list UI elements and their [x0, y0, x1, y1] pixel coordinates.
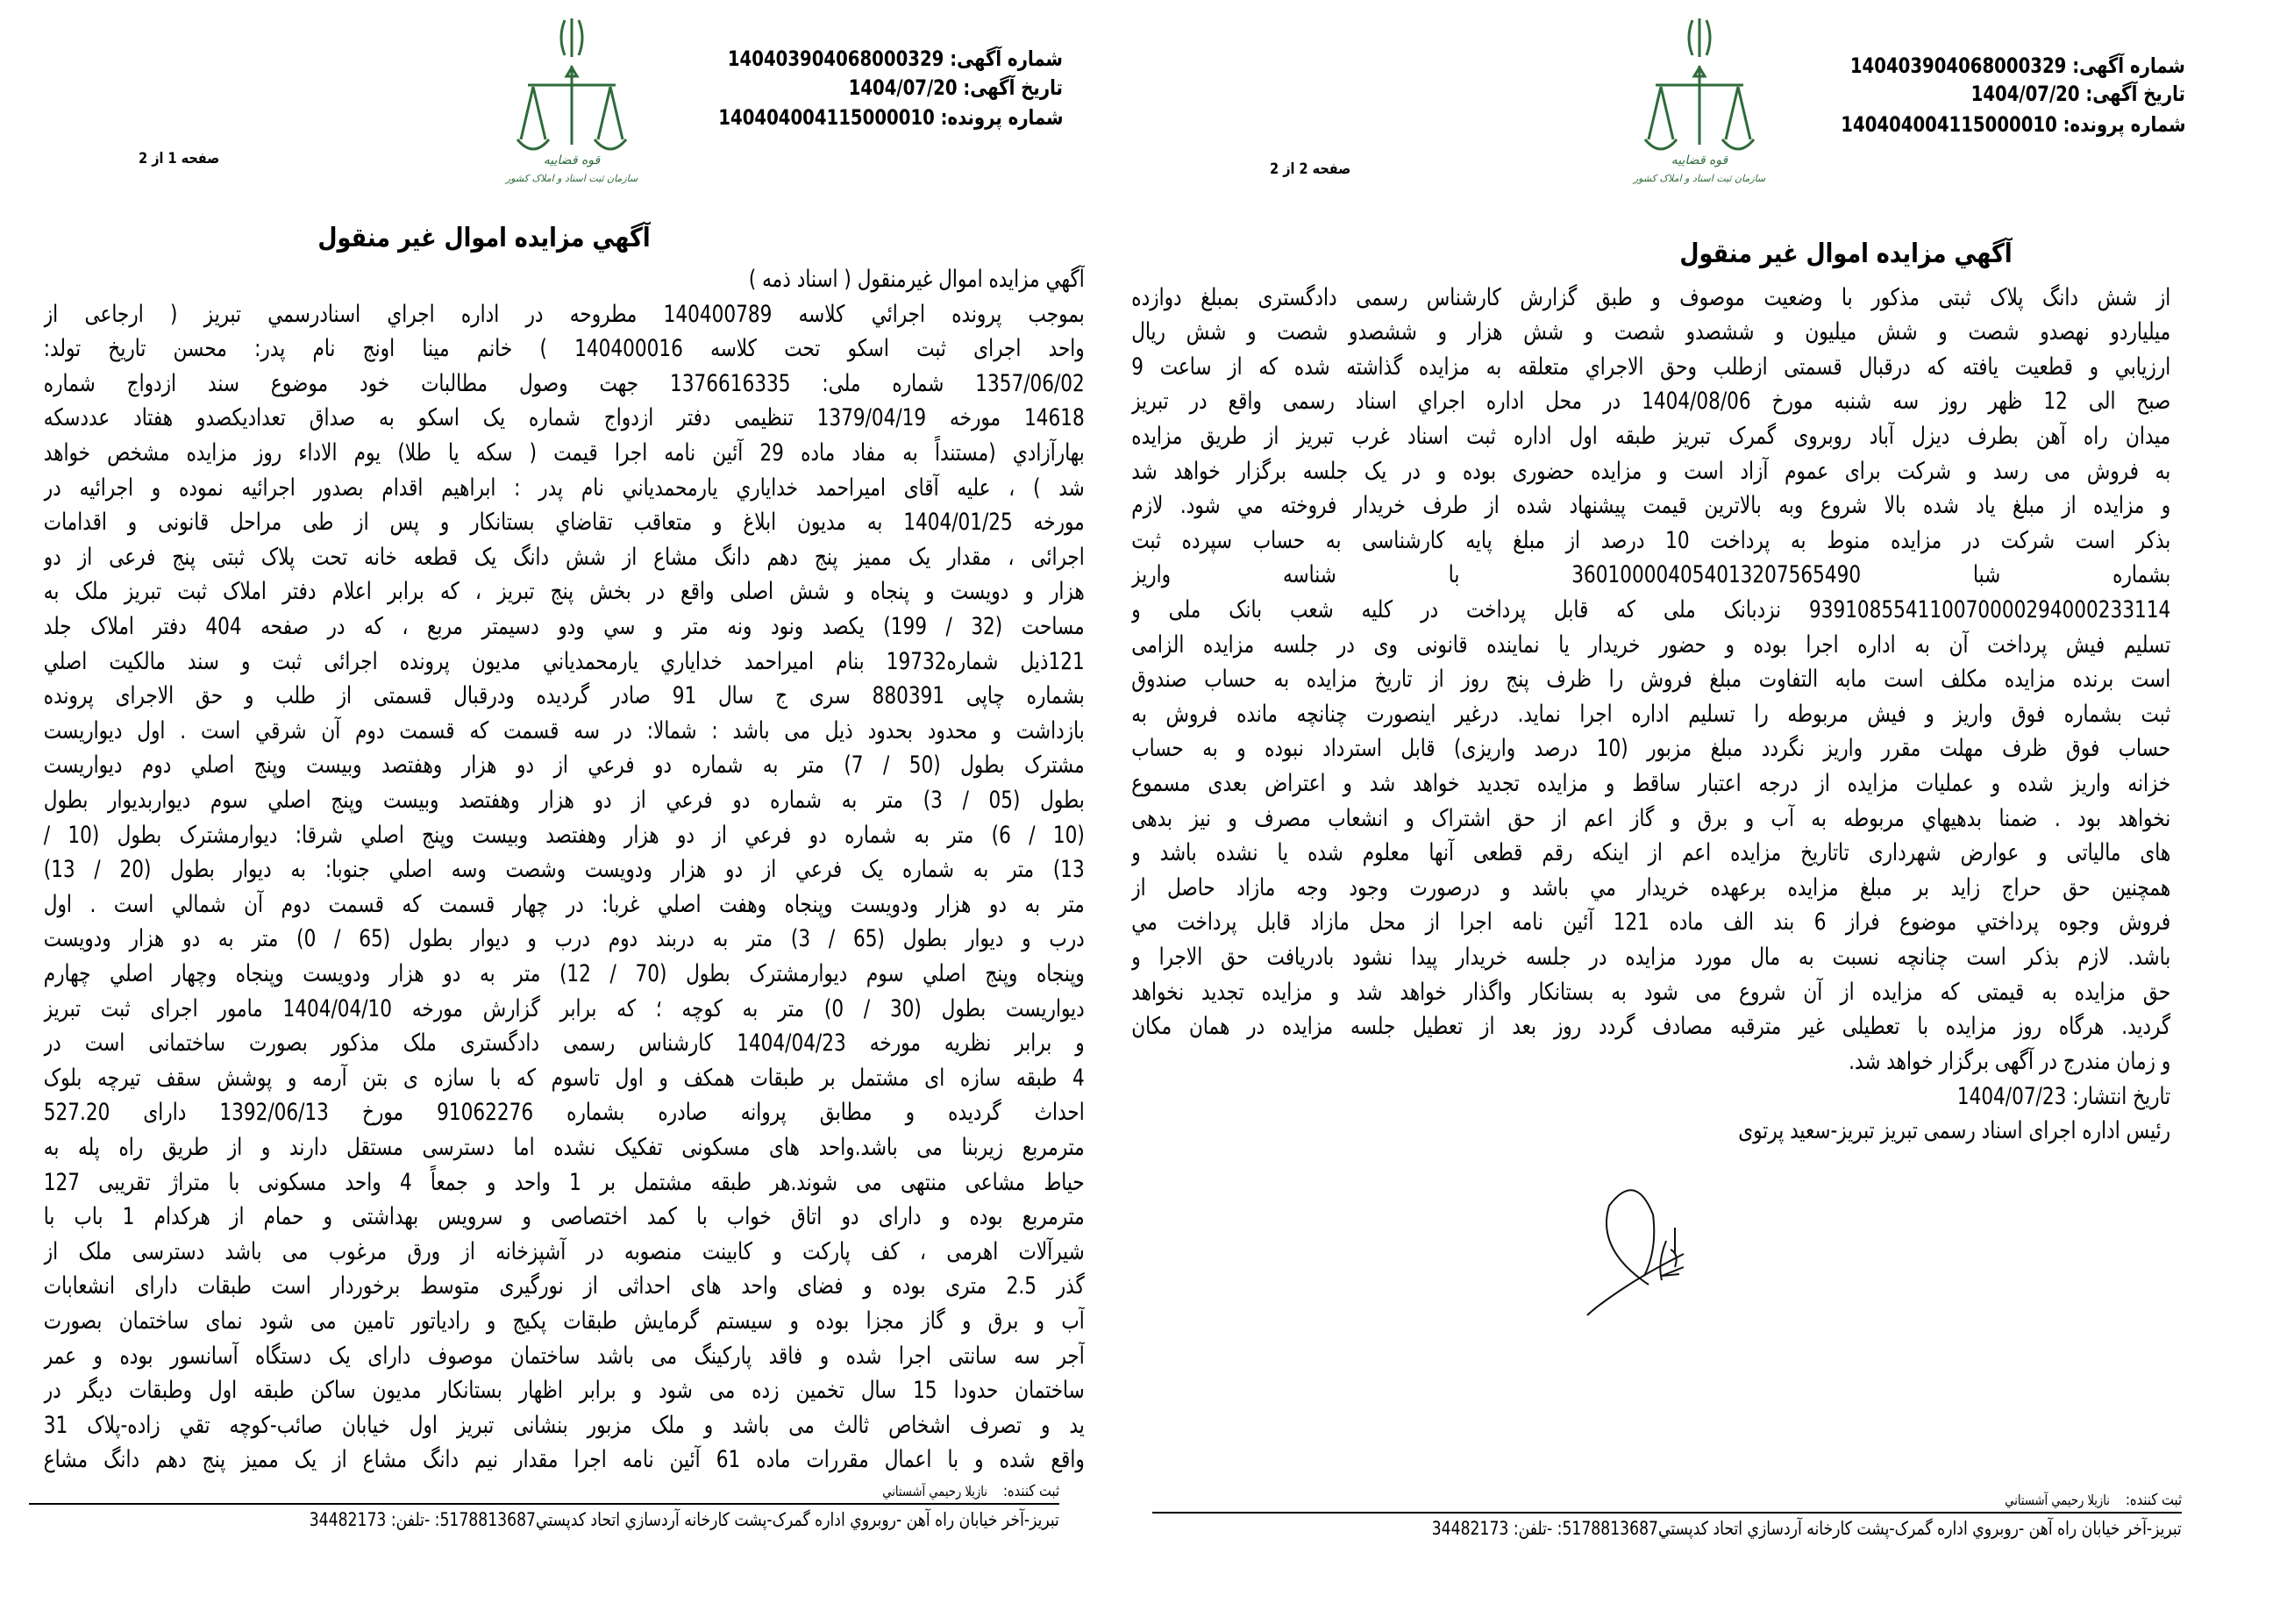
- case-number-label: شماره پرونده:: [2063, 112, 2185, 137]
- registrar: [2005, 1491, 2182, 1510]
- notice-number-value: 140403904068000329: [1849, 53, 2067, 78]
- logo-text-registry: سازمان ثبت اسناد و املاک کشور: [1633, 173, 1766, 184]
- text-line: حساب فوق ظرف مهلت مقرر واریز نگردد مبلغ مزبور (10 درصد واریزی) قابل استرداد نبوده و به حساب: [1131, 735, 2170, 763]
- text-line: مترمربع بوده و دارای دو اتاق خواب با کمد اختصاصی و سرویس بهداشتی و حمام از هرکدام 1 باب با: [44, 1203, 1085, 1231]
- text-line: احداث گردیده و مطابق پروانه صادره بشماره 91062276 مورخ 1392/06/13 دارای 527.20: [44, 1099, 1085, 1127]
- notice-date-label: تاریخ آگهی:: [2085, 82, 2185, 106]
- text-line: ثبت بشماره فوق واریز و فیش مربوطه را تسلیم اداره اجرا نماید. درغیر اینصورت چنانچه مانده فروش به: [1131, 700, 2170, 728]
- notice-number: [1850, 53, 2185, 79]
- text-line: میلیاردو نهصدو شصت و شش میلیون و ششصدو شصت و شش هزار و ششصدو شصت و شش ریال: [1131, 318, 2170, 346]
- text-line: های مالیاتی و عوارض شهرداری تاتاریخ مزایده اعم از اینکه رقم قطعی آنها معلوم شده یا نشده باشد و: [1131, 839, 2170, 867]
- page-title: آگهي مزايده اموال غير منقول: [1679, 239, 2013, 269]
- page-title: آگهي مزايده اموال غير منقول: [317, 223, 651, 253]
- text-line: درب و دیوار بطول (65 / 3) متر به دربند دوم درب و دیوار بطول (65 / 0) متر به دو هزار ودویست: [44, 925, 1085, 953]
- registrar: [882, 1482, 1059, 1501]
- text-line: 4 طبقه سازه ای مشتمل بر طبقات همکف و اول تاسوم که با سازه ی بتن آرمه و پوشش سقف تیرچه بلوک: [44, 1064, 1085, 1092]
- text-line: ید و تصرف اشخاص ثالث می باشد و ملک مزبور بنشانی تبریز اول خیابان صائب-کوچه تقي زاده-پلاک 31: [44, 1411, 1085, 1439]
- text-line: بشماره شبا 360100004054013207565490 با شناسه واریز: [1131, 561, 2170, 589]
- text-line: وپنجاه وپنج اصلي سوم دیوارمشترک بطول (70 / 12) متر به دو هزار ودویست وپنجاه وچهار اصلي چهارم: [44, 959, 1085, 987]
- notice-date-value: 1404/07/20: [848, 75, 958, 100]
- footer-address: تبریز-آخر خیابان راه آهن -روبروي اداره گمرک-پشت کارخانه آردسازي اتحاد کدپستي5178813687: -تلفن: 34482173: [1431, 1518, 2182, 1539]
- text-line: واقع شده و با اعمال مقررات ماده 61 آئین نامه اجرا مقدار نیم دانگ مشاع از یک ممیز پنج دهم دانگ مشاع: [44, 1446, 1085, 1474]
- notice-date: [1971, 81, 2185, 107]
- text-line: مساحت (32 / 199) یکصد ونود ونه متر و سي ودو دسیمتر مربع ، که در صفحه 404 دفتر املاک جلد: [44, 612, 1085, 640]
- text-line: حق مزایده به قیمتی که مزایده از آن شروع می شود به بستانکار واگذار خواهد شد و مزایده تجدید نخواهد: [1131, 978, 2170, 1006]
- text-line: به فروش می رسد و شرکت برای عموم آزاد است و مزایده حضوری بوده و در یک جلسه برگزار خواهد شد: [1131, 457, 2170, 485]
- notice-subtitle: آگهي مزايده اموال غيرمنقول ( اسناد ذمه ): [749, 265, 1085, 293]
- text-line: 13) متر به شماره یک فرعي از دو هزار ودویست وشصت وسه اصلي جنوبا: به دیوار بطول (20 / 13): [44, 856, 1085, 884]
- footer-divider: [29, 1503, 1059, 1505]
- text-line: شیرآلات اهرمی ، کف پارکت و کابینت منصوبه در آشپزخانه از ورق مرغوب می باشد دسترسی ملک از: [44, 1237, 1085, 1265]
- text-line: ساختمان حدودا 15 سال تخمین زده می شود و برابر اظهار بستانکار مدیون ساکن طبقه اول وطبقات دیگر در: [44, 1377, 1085, 1405]
- text-line: بازداشت و محدود بحدود ذیل می باشد : شمالا: در سه قسمت که قسمت دوم آن شرقي است . اول دیواریست: [44, 716, 1085, 744]
- case-number-value: 140404004115000010: [1840, 112, 2057, 137]
- registrar-label: ثبت کننده:: [2125, 1491, 2182, 1509]
- notice-date-value: 1404/07/20: [1970, 82, 2080, 106]
- text-line: 121ذیل شماره19732 بنام امیراحمد خدایاري یارمحمدياني مدیون پرونده اجرائی ثبت و سند مالکیت اصلي: [44, 647, 1085, 675]
- case-number: [718, 104, 1063, 131]
- judiciary-logo: [502, 13, 642, 189]
- registrar-name: نازیلا رحیمي آشستاني: [2005, 1492, 2110, 1508]
- notice-number: [728, 46, 1063, 72]
- text-line: آجر سه سانتی اجرا شده و فاقد پارکینگ می باشد ساختمان موصوف دارای یک دستگاه آسانسور بوده و عمر: [44, 1342, 1085, 1370]
- signatory: رئیس اداره اجرای اسناد رسمی تبریز تبریز-سعید پرتوی: [1738, 1117, 2170, 1144]
- text-line: و زمان مندرج در آگهی برگزار خواهد شد.: [1848, 1047, 2170, 1075]
- footer-address: تبریز-آخر خیابان راه آهن -روبروي اداره گمرک-پشت کارخانه آردسازي اتحاد کدپستي5178813687: -تلفن: 34482173: [309, 1509, 1059, 1530]
- judiciary-logo: [1629, 13, 1770, 189]
- text-line: نخواهد بود . ضمنا بدهیهاي مربوطه به آب و برق و گاز اعم از حق اشتراک و انشعاب مصرف و نیز بدهی: [1131, 804, 2170, 832]
- text-line: دیواریست بطول (30 / 0) متر به کوچه ؛ که برابر گزارش مورخه 1404/04/10 مامور اجرای ثبت تبریز: [44, 994, 1085, 1022]
- notice-date-label: تاریخ آگهی:: [963, 75, 1063, 100]
- text-line: مشترک بطول (50 / 7) متر به شماره دو فرعي از دو هزار وهفتصد وبیست وپنج اصلي دوم دیواریست: [44, 751, 1085, 780]
- signature: [1543, 1184, 1719, 1342]
- text-line: مترمربع زیربنا می باشد.واحد های مسکونی تفکیک نشده اما دسترسی مستقل دارند و از طریق راه پله به: [44, 1133, 1085, 1161]
- text-line: 939108554110070000294000233114 نزدبانک ملی که قابل پرداخت در کلیه شعب بانک ملی و: [1131, 595, 2170, 623]
- case-number: [1841, 111, 2185, 138]
- notice-number-value: 140403904068000329: [727, 46, 944, 71]
- case-number-value: 140404004115000010: [717, 105, 935, 130]
- text-line: و مزايده از مبلغ ياد شده بالا شروع وبه بالاترين قيمت پيشنهاد شده از طرف خريدار فروخته مي شود. لازم: [1131, 492, 2170, 520]
- text-line: تسلیم فیش پرداخت آن به اداره اجرا بوده و حضور خریدار یا نماینده قانونی وی در جلسه مزایده الزامی: [1131, 630, 2170, 659]
- text-line: ارزيابي و قطعيت يافته كه درقبال قسمتی ازطلب وحق الاجراي متعلقه به مزايده گذاشته شده كه از ساعت 9: [1131, 353, 2170, 381]
- text-line: واحد اجرای ثبت اسکو تحت کلاسه 140400016 ) خانم مینا اونج نام پدر: محسن تاریخ تولد:: [44, 335, 1085, 363]
- notice-date: [849, 75, 1063, 101]
- page-number: صفحه 2 از 2: [1270, 160, 1351, 178]
- publish-date-value: 1404/07/23: [1956, 1083, 2067, 1110]
- text-line: شد ) ، علیه آقای امیراحمد خدایاري یارمحمدياني نام پدر : ابراهیم اقدام بصدور اجرائیه نموده و اجرائیه در: [44, 474, 1085, 502]
- registrar-name: نازیلا رحیمي آشستاني: [882, 1483, 987, 1499]
- case-number-label: شماره پرونده:: [940, 105, 1063, 130]
- text-line: صبح الی 12 ظهر روز سه شنبه مورخ 1404/08/06 در محل اداره اجراي اسناد رسمی واقع در تبریز: [1131, 388, 2170, 416]
- text-line: اجرائی ، مقدار یک ممیز پنج دهم دانگ مشاع از شش دانگ یک قطعه خانه تحت پلاک ثبتی پنج فرعی از دو: [44, 543, 1085, 571]
- text-line: و برابر نظریه مورخه 1404/04/23 کارشناس رسمی دادگستری ملک مذکور بصورت ساختمانی است در: [44, 1029, 1085, 1058]
- text-line: خزانه واریز شده و عملیات مزایده از درجه اعتبار ساقط و مزایده تجدید خواهد شد و اعتراض بعدی مسموع: [1131, 769, 2170, 797]
- text-line: گذر 2.5 متری بوده و فضای واحد های احداثی از نورگیری متوسط برخوردار است طبقات دارای انشعابات: [44, 1272, 1085, 1300]
- text-line: بهارآزادي (مستنداً به مفاد ماده 29 آئین نامه اجرا قیمت ( سکه یا طلا) یوم الاداء روز مزایده مشخص خواهد: [44, 438, 1085, 467]
- text-line: 14618 مورخه 1379/04/19 تنظیمی دفتر ازدواج شماره یک اسکو به صداق تعدادیکصدو هفتاد عددسکه: [44, 404, 1085, 432]
- text-line: بموجب پرونده اجرائي كلاسه 140400789 مطروحه در اداره اجراي اسنادرسمي تبريز ( ارجاعی از: [44, 300, 1085, 328]
- text-line: فروش وجوه پرداختي موضوع فراز 6 بند الف ماده 121 آئین نامه اجرا از محل مازاد قابل پرداخت مي: [1131, 908, 2170, 937]
- publish-date-label: تاریخ انتشار:: [2072, 1083, 2170, 1110]
- registrar-label: ثبت کننده:: [1002, 1482, 1059, 1500]
- page-number: صفحه 1 از 2: [139, 150, 220, 167]
- text-line: متر به دو هزار ودویست وپنجاه وهفت اصلي غربا: در چهار قسمت که قسمت دوم آن شمالي است . اول: [44, 890, 1085, 918]
- notice-number-label: شماره آگهی:: [2072, 53, 2185, 78]
- text-line: بشماره چاپی 880391 سری ج سال 91 صادر گردیده ودرقبال قسمتی از طلب و حق الاجرای پرونده: [44, 682, 1085, 710]
- logo-text-judiciary: قوه قضاییه: [1671, 153, 1728, 167]
- text-line: حیاط مشاعی منتهی می شوند.هر طبقه مشتمل بر 1 واحد و جمعاً 4 واحد مسکونی با متراژ تقریبی 127: [44, 1168, 1085, 1196]
- text-line: آب و برق و گاز مجزا بوده و سیستم گرمایش طبقات پکیج و رادیاتور تامین می شود نمای ساختمان بصورت: [44, 1307, 1085, 1335]
- logo-text-judiciary: قوه قضاییه: [543, 153, 601, 167]
- text-line: میدان راه آهن بطرف دیزل آباد روبروی گمرک تبریز طبقه اول اداره ثبت اسناد غرب تبریز از طریق مزایده: [1131, 422, 2170, 450]
- text-line: است برنده مزایده مکلف است مابه التفاوت مبلغ فروش را ظرف پنج روز از تاریخ مزایده به حساب صندوق: [1131, 666, 2170, 694]
- publish-date: [1957, 1081, 2170, 1113]
- footer-divider: [1152, 1512, 2182, 1514]
- text-line: همچنین حق حراج زاید بر مبلغ مزایده برعهده خریدار مي باشد و درصورت وجود وجه مازاد حاصل از: [1131, 873, 2170, 901]
- logo-text-registry: سازمان ثبت اسناد و املاک کشور: [505, 173, 638, 184]
- text-line: 1357/06/02 شماره ملی: 1376616335 جهت وصول مطالبات خود موضوع سند ازدواج شماره: [44, 369, 1085, 397]
- text-line: هزار و دویست و پنجاه و شش اصلی واقع در بخش پنج تبریز ، که برابر اعلام دفتر املاک ثبت تبریز ملک به: [44, 578, 1085, 606]
- text-line: (10 / 6) متر به شماره دو فرعي از دو هزار وهفتصد وبیست وپنج اصلي شرقا: دیوارمشترک بطول (10 /: [44, 821, 1085, 849]
- text-line: بطول (05 / 3) متر به شماره دو فرعي از دو هزار وهفتصد وبیست وپنج اصلي سوم دیواربدیوار بطول: [44, 786, 1085, 814]
- text-line: باشد. لازم بذکر است چنانچه نسبت به مال مورد مزایده در جلسه خریدار پیدا نشود بادریافت حق الاجرا و: [1131, 943, 2170, 971]
- text-line: گردید. هرگاه روز مزایده با تعطیلی غیر مترقبه مصادف گردد روز بعد از تعطیل جلسه مزایده در همان مکان: [1131, 1013, 2170, 1041]
- notice-number-label: شماره آگهی:: [950, 46, 1063, 71]
- text-line: مورخه 1404/01/25 به مدیون ابلاغ و متعاقب تقاضاي بستانکار و پس از طی مراحل قانونی و اقدامات: [44, 509, 1085, 537]
- text-line: از شش دانگ پلاک ثبتی مذکور با وضعیت موصوف و طبق گزارش کارشناس رسمی دادگستری بمبلغ دوازده: [1131, 283, 2170, 311]
- text-line: بذکر است شرکت در مزایده منوط به پرداخت 10 درصد از مبلغ پایه کارشناسی به حساب سپرده ثبت: [1131, 526, 2170, 554]
